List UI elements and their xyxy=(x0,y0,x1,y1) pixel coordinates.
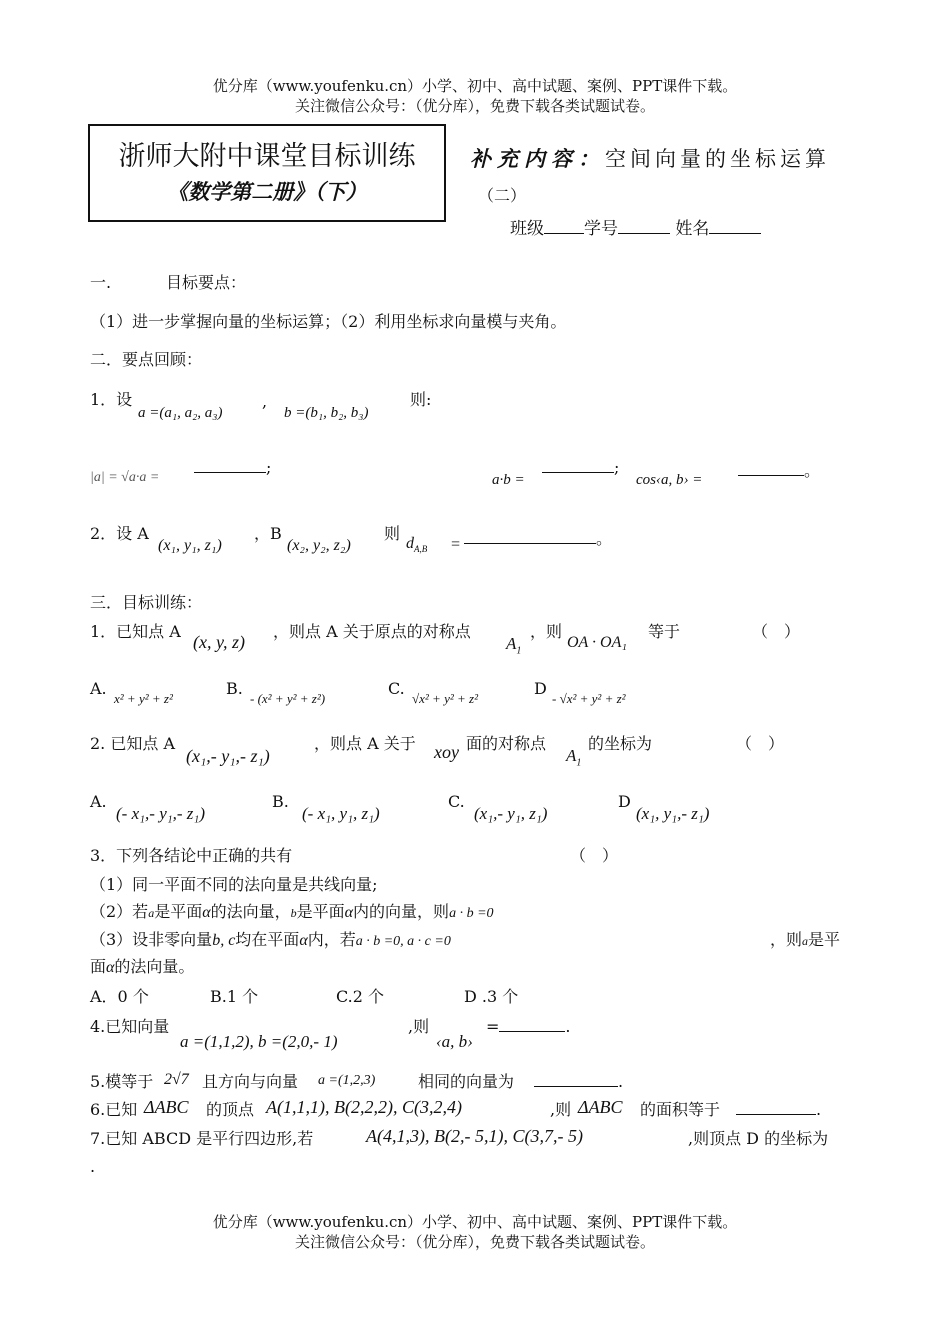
title-box xyxy=(88,124,446,222)
q6-tri: ΔABC xyxy=(144,1097,189,1117)
q1-text-b: ，则点 A 关于原点的对称点 xyxy=(273,622,471,641)
topic-label: 补充内容： xyxy=(470,146,605,171)
q7-pts: A(4,1,3), B(2,- 5,1), C(3,7,- 5) xyxy=(366,1126,583,1146)
s2-mod-answer[interactable]: ; xyxy=(194,458,271,477)
s2-cos-answer[interactable]: 。 xyxy=(738,458,820,481)
q3-optD[interactable]: D .3 个 xyxy=(464,987,519,1006)
q6-pts: A(1,1,1), B(2,2,2), C(3,2,4) xyxy=(266,1097,462,1117)
header-line-2: 关注微信公众号：（优分库），免费下载各类试题试卷。 xyxy=(294,97,655,115)
q5-text-b: 且方向与向量 xyxy=(202,1072,299,1091)
section1-content: （1）进一步掌握向量的坐标运算；（2）利用坐标求向量模与夹角。 xyxy=(90,312,567,331)
topic-sub: （二） xyxy=(478,186,527,205)
q3-paren[interactable]: （ ） xyxy=(570,846,619,865)
s2-q1-comma: , xyxy=(262,392,268,411)
s2-q2-eq: = xyxy=(450,536,461,553)
q5-answer[interactable]: . xyxy=(534,1071,623,1093)
q2-paren[interactable]: （ ） xyxy=(736,734,785,753)
q1-optB-label[interactable]: B. xyxy=(226,679,243,698)
name-blank[interactable] xyxy=(709,219,761,234)
q4-text-a: 4.已知向量 xyxy=(90,1017,170,1036)
q3-optC[interactable]: C.2 个 xyxy=(336,987,385,1006)
s2-q1-b: b =(b₁, b₂, b₃) xyxy=(284,405,369,421)
s2-q2-B: (x₂, y₂, z₂) xyxy=(287,537,351,554)
footer-line-2: 关注微信公众号：（优分库），免费下载各类试题试卷。 xyxy=(294,1233,655,1251)
s2-dot-answer[interactable]: ; xyxy=(542,458,619,477)
q2-text-c: 面的对称点 xyxy=(466,734,547,753)
q2-text-a: 2. 已知点 A xyxy=(90,734,175,753)
q4-angle: ‹a, b› xyxy=(436,1032,473,1051)
s2-q1-a: a =(a₁, a₂, a₃) xyxy=(138,405,223,421)
q7-text-b: ,则顶点 D 的坐标为 xyxy=(688,1129,829,1148)
q1-text-d: 等于 xyxy=(648,622,681,641)
q2-optC: (x₁,- y₁, z₁) xyxy=(474,804,548,823)
q3-optB[interactable]: B.1 个 xyxy=(210,987,259,1006)
q2-point: (x₁,- y₁,- z₁) xyxy=(186,746,270,766)
s2-q1-then: 则: xyxy=(410,390,432,409)
s2-cos-expr: cos‹a, b› = xyxy=(636,472,703,488)
class-blank[interactable] xyxy=(544,219,584,234)
q1-point: (x, y, z) xyxy=(193,632,245,652)
q1-optC: √x² + y² + z² xyxy=(412,691,478,706)
q1-paren[interactable]: （ ） xyxy=(752,622,801,641)
q1-expr: OA · OA₁ xyxy=(567,634,627,651)
q5-vec: a =(1,2,3) xyxy=(318,1073,376,1088)
title-line-2: 《数学第二册》（下） xyxy=(167,179,367,204)
footer-line-1: 优分库（www.youfenku.cn）小学、初中、高中试题、案例、PPT课件下载。 xyxy=(212,1213,738,1231)
q1-optA: x² + y² + z² xyxy=(114,691,173,706)
q2-plane: xoy xyxy=(434,742,459,762)
q7-text-a: 7.已知 ABCD 是平行四边形,若 xyxy=(90,1129,314,1148)
q5-text-c: 相同的向量为 xyxy=(418,1072,515,1091)
q3-text: 3．下列各结论中正确的共有 xyxy=(90,846,293,865)
s2-dot-expr: a·b = xyxy=(492,472,525,488)
q3-optA[interactable]: A．0 个 xyxy=(90,987,149,1006)
s2-q2-A: (x₁, y₁, z₁) xyxy=(158,537,222,554)
q1-optC-label[interactable]: C. xyxy=(388,679,405,698)
q1-A1: $A_1$ xyxy=(506,634,522,657)
q1-optA-label[interactable]: A. xyxy=(90,679,107,698)
q6-answer[interactable]: . xyxy=(736,1099,821,1121)
q2-optD-label[interactable]: D xyxy=(618,792,631,811)
topic-line xyxy=(470,143,830,173)
q4-answer[interactable]: = . xyxy=(486,1017,571,1036)
q1-optB: - (x² + y² + z²) xyxy=(250,691,326,706)
q1-optD: - √x² + y² + z² xyxy=(552,691,626,706)
class-label: 班级 xyxy=(510,219,544,239)
s2-q2-prefix: 2．设 A xyxy=(90,524,149,543)
q6-text-a: 6.已知 xyxy=(90,1100,138,1119)
q2-text-d: 的坐标为 xyxy=(588,734,653,753)
q2-optC-label[interactable]: C. xyxy=(448,792,465,811)
title-line-1: 浙师大附中课堂目标训练 xyxy=(118,141,416,172)
q5-mod: 2√7 xyxy=(164,1071,189,1088)
q1-text-a: 1．已知点 A xyxy=(90,622,181,641)
q2-optB-label[interactable]: B. xyxy=(272,792,289,811)
s2-q2-answer[interactable]: 。 xyxy=(464,526,612,549)
q3-s3-tail: ，则a是平 xyxy=(770,930,841,949)
topic-title: 空间向量的坐标运算 xyxy=(605,147,830,171)
s2-q2-then: 则 xyxy=(384,524,401,543)
student-info xyxy=(510,214,761,239)
section2-heading: 二．要点回顾： xyxy=(90,350,203,369)
q2-text-b: ，则点 A 关于 xyxy=(314,734,416,753)
header-line-1: 优分库（www.youfenku.cn）小学、初中、高中试题、案例、PPT课件下载。 xyxy=(212,77,738,95)
q1-optD-label[interactable]: D xyxy=(534,679,547,698)
q3-s1: （1）同一平面不同的法向量是共线向量; xyxy=(90,875,378,894)
q2-A1: $A_1$ xyxy=(566,746,582,769)
q6-tri-2: ΔABC xyxy=(578,1097,623,1117)
s2-q1-prefix: 1．设 xyxy=(90,390,133,409)
section1-heading: 目标要点： xyxy=(166,273,247,292)
q3-s3-cont: 面α的法向量。 xyxy=(90,957,195,976)
q6-text-c: ,则 xyxy=(550,1100,572,1119)
q3-s2: （2）若a是平面α的法向量，b是平面α内的向量，则a · b =0 xyxy=(90,902,494,921)
q7-end: . xyxy=(90,1157,96,1176)
q2-optA-label[interactable]: A. xyxy=(90,792,107,811)
q4-expr: a =(1,1,2), b =(2,0,- 1) xyxy=(180,1032,338,1051)
q2-optA: (- x₁,- y₁,- z₁) xyxy=(116,804,205,823)
q2-optB: (- x₁, y₁, z₁) xyxy=(302,804,380,823)
s2-q2-B-label: ，B xyxy=(254,524,282,543)
number-label: 学号 xyxy=(584,219,618,239)
s2-mod-expr: |a| = √a·a = xyxy=(90,470,160,485)
q2-optD: (x₁, y₁,- z₁) xyxy=(636,804,710,823)
q6-text-d: 的面积等于 xyxy=(640,1100,721,1119)
q5-text-a: 5.模等于 xyxy=(90,1072,154,1091)
section1-heading-num: 一. xyxy=(90,273,112,292)
q3-s3: （3）设非零向量b, c均在平面α内，若a · b =0, a · c =0 xyxy=(90,930,451,949)
q4-text-b: ,则 xyxy=(408,1017,430,1036)
name-label: 姓名 xyxy=(675,219,710,239)
section3-heading: 三．目标训练： xyxy=(90,593,203,612)
s2-q2-d: $d_{A,B}$ xyxy=(406,535,428,555)
number-blank[interactable] xyxy=(618,219,670,234)
q6-text-b: 的顶点 xyxy=(206,1100,255,1119)
q1-text-c: ，则 xyxy=(530,622,563,641)
